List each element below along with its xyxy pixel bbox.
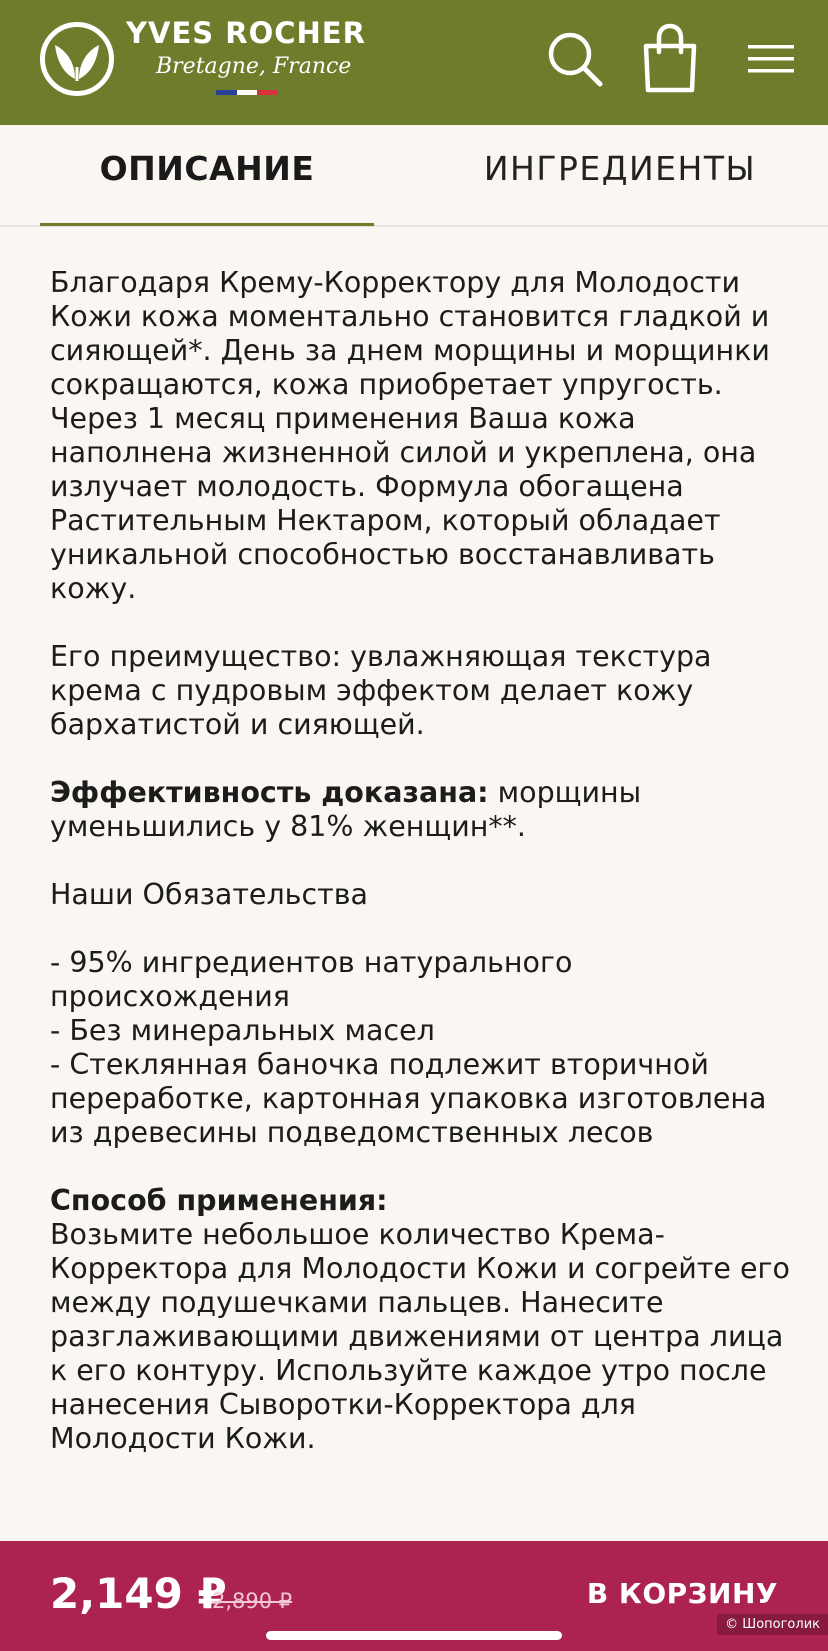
description-advantage: Его преимущество: увлажняющая текстура крема с пудровым эффектом делает кожу бархатистой и сияющей. <box>50 640 712 741</box>
shopping-bag-icon[interactable] <box>640 22 700 94</box>
commitments-list <box>50 946 790 1150</box>
efficacy-text: морщины уменьшились у 81% женщин**. <box>50 776 642 843</box>
tab-ingredients[interactable]: ИНГРЕДИЕНТЫ <box>483 149 757 188</box>
usage-text: Возьмите небольшое количество Крема-Корректора для Молодости Кожи и согрейте его между подушечками пальцев. Нанесите разглаживающими движениями от центра лица к его контуру. Используйте каждое утро после нанесения Сыворотки-Корректора для Молодости Кожи. <box>50 1218 790 1455</box>
french-flag-stripe <box>216 90 278 95</box>
description-efficacy <box>50 776 790 844</box>
brand-tagline: Bretagne, France <box>156 54 352 79</box>
commitment-item: - 95% ингредиентов натурального происхождения <box>50 946 573 1013</box>
old-price: 2,890 ₽ <box>212 1589 293 1613</box>
purchase-bar <box>0 1541 828 1651</box>
search-icon[interactable] <box>546 30 604 88</box>
add-to-cart-button[interactable]: В КОРЗИНУ <box>586 1577 778 1610</box>
active-tab-indicator <box>40 223 374 226</box>
commitment-item: - Без минеральных масел <box>50 1014 435 1047</box>
product-description <box>50 266 790 1456</box>
home-indicator[interactable] <box>266 1631 562 1640</box>
usage-label: Способ применения: <box>50 1184 388 1217</box>
current-price: 2,149 ₽ <box>50 1569 227 1618</box>
hamburger-menu-icon[interactable] <box>748 45 794 73</box>
product-tabs <box>0 125 828 227</box>
commitment-item: - Стеклянная баночка подлежит вторичной переработке, картонная упаковка изготовлена из древесины подведомственных лесов <box>50 1048 767 1149</box>
commitments-title: Наши Обязательства <box>50 878 369 911</box>
description-intro: Благодаря Крему-Корректору для Молодости Кожи кожа моментально становится гладкой и сияющей*. День за днем морщины и морщинки сокращаются, кожа приобретает упругость. Через 1 месяц применения Ваша кожа наполнена жизненной силой и укреплена, она излучает молодость. Формула обогащена Растительным Нектаром, который обладает уникальной способностью восстанавливать кожу. <box>50 266 770 605</box>
efficacy-label: Эффективность доказана: <box>50 776 489 809</box>
usage-section <box>50 1184 790 1456</box>
brand-name[interactable]: YVES ROCHER <box>126 16 366 50</box>
watermark: © Шопоголик <box>717 1614 828 1635</box>
tab-description[interactable]: ОПИСАНИЕ <box>99 149 315 188</box>
leaf-circle-logo-icon[interactable] <box>40 22 114 96</box>
site-header <box>0 0 828 125</box>
